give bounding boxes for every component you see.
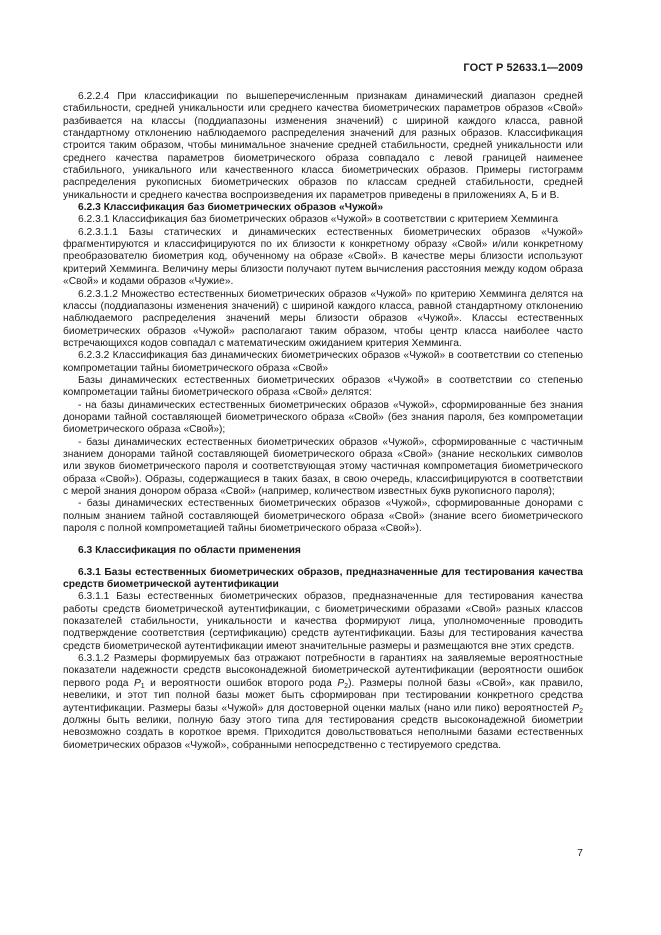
text-run: должны быть велики, полную базу этого типа для тестирования средств высоконадежной биометрии невозможно создать в короткое время. Приходится довольствоваться неполными базами естественных биометрических образов «Чужой», собранными непосредственно с тестируемого средства. [63, 714, 583, 751]
symbol-p: P [337, 677, 345, 689]
paragraph-6-2-2-4: 6.2.2.4 При классификации по вышеперечисленным признакам динамический диапазон средней стабильности, средней уникальности или среднего качества биометрических параметров образов «Свой» разбивается на классы (поддиапазоны изменения значений) с шириной каждого класса, равной стандартному отклонению наблюдаемого распределения значений для разных образов. Классификация строится таким образом, чтобы минимальное значение средней стабильности, средней уникальности или среднего качества параметров биометрического образа совпадало с левой границей наименее стабильного, уникального или качественного класса биометрических образов. Примеры гистограмм распределения рукописных биометрических образов по классам средней стабильности, средней уникальности и среднего качества воспроизведения их параметров приведены в приложениях А, Б и В. [63, 91, 583, 201]
symbol-p: P [133, 677, 141, 689]
paragraph-bases-intro: Базы динамических естественных биометрических образов «Чужой» в соответствии со степенью компрометации тайны биометрического образа «Свой» делятся: [63, 374, 583, 399]
list-item: - на базы динамических естественных биометрических образов «Чужой», сформированные без знания донорами тайной составляющей биометрического образа «Свой» (без знания пароля, без компрометации биометрического образа «Свой»); [63, 399, 583, 436]
subscript: 1 [140, 682, 145, 690]
heading-6-3-1: 6.3.1 Базы естественных биометрических образов, предназначенные для тестирования качества средств биометрической аутентификации [63, 566, 583, 591]
paragraph-6-2-3-1: 6.2.3.1 Классификация баз биометрических образов «Чужой» в соответствии с критерием Хемминга [78, 214, 559, 226]
text-run: 6.3.1.2 Размеры формируемых баз отражают потребности в гарантиях на заявляемые вероятностные показатели надежности средств высоконадежной биометрической аутентификации (вероятности ошибок первого рода [63, 653, 583, 689]
page-number: 7 [577, 847, 583, 859]
document-header: ГОСТ Р 52633.1—2009 [463, 62, 583, 74]
subscript: 2 [579, 707, 583, 715]
list-item: - базы динамических естественных биометрических образов «Чужой», сформированные с частичным знанием донорами тайной составляющей биометрического образа «Свой» (знание нескольких символов или звуков биометрического пароля и соответствующая этому частичная компрометация биометрического образа «Свой»). Образы, содержащиеся в таких базах, в свою очередь, классифицируются в соответствии с мерой знания донором образа «Свой» (например, количеством известных букв рукописного пароля); [63, 436, 583, 497]
document-body [63, 91, 583, 752]
subscript: 2 [344, 682, 349, 690]
paragraph-6-2-3-1-1: 6.2.3.1.1 Базы статических и динамических естественных биометрических образов «Чужой» фрагментируются и классифицируются по их близости к конкретному образу «Свой» и/или конкретному преобразователю биометрия код, обученному на образе «Свой». В качестве меры близости используют критерий Хемминга. Величину меры близости получают путем вычисления расстояния между кодом образа «Свой» и кодами образов «Чужие». [63, 226, 583, 288]
heading-6-2-3: 6.2.3 Классификация баз биометрических образов «Чужой» [78, 202, 384, 214]
paragraph-6-2-3-1-2: 6.2.3.1.2 Множество естественных биометрических образов «Чужой» по критерию Хемминга делятся на классы (поддиапазоны изменения значений) с шириной каждого класса, равной стандартному отклонению наблюдаемого распределения значений меры близости образов «Чужой». Классы естественных биометрических образов «Чужой» располагают таким образом, чтобы центр класса наиболее часто встречающихся кодов совпадал с математическим ожиданием критерия Хемминга. [63, 288, 583, 349]
heading-6-3: 6.3 Классификация по области применения [78, 545, 301, 557]
text-run: и вероятности ошибок второго рода [144, 677, 338, 689]
paragraph-6-3-1-1: 6.3.1.1 Базы естественных биометрических образов, предназначенные для тестирования качества работы средств биометрической аутентификации, с биометрическими образами «Свой» разных классов показателей стабильности, уникальности и качества формируют лица, уполномоченные проводить подтверждение соответствия (сертификацию) средств аутентификации. Базы для тестирования качества средств биометрической аутентификации имеют значительные размеры и размещаются вне этих средств. [63, 591, 583, 652]
list-item: - базы динамических естественных биометрических образов «Чужой», сформированные донорами с полным знанием тайной составляющей биометрического образа «Свой» (знание всего биометрического пароля с полной компрометацией тайны биометрического образа «Свой»). [63, 498, 583, 535]
symbol-p: P [572, 702, 580, 714]
paragraph-6-3-1-2 [63, 653, 583, 752]
text-run: ). Размеры полной базы «Свой», как правило, невелики, и этот тип полной базы может быть сформирован при тестировании конкретного средства аутентификации. Размеры базы «Чужой» для достоверной оценки малых (нано или пико) вероятностей [63, 677, 583, 714]
paragraph-6-2-3-2: 6.2.3.2 Классификация баз динамических биометрических образов «Чужой» в соответствии со степенью компрометации тайны биометрического образа «Свой» [63, 350, 583, 374]
